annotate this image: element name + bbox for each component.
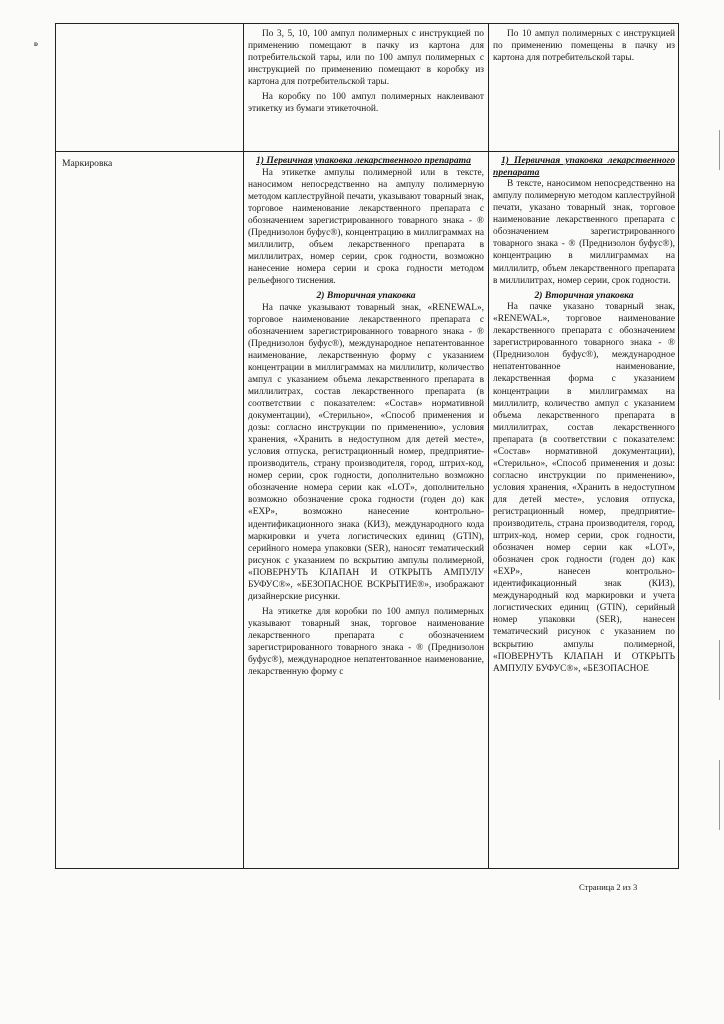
secondary-packaging-text: На пачке указывают товарный знак, «RENEWAL», торговое наименование лекарственного препарата с обозначением зарегистрированного товарного знака - ® (Преднизолон буфус®), международное непатентованное наименование, лекарственную форму с указанием концентрации в миллиграммах на миллилитр, количество ампул с указанием объема лекарственного препарата в миллилитрах, состав лекарственного препарата (в соответствии с показателем: «Состав» нормативной документации), «Стерильно», «Способ применения и дозы: согласно инструкции по применению», условия хранения, «Хранить в недоступном для детей месте», условия отпуска, регистрационный номер, предприятие-производитель, страну производителя, город, штрих-код, номер серии, срок годности, дополнительно возможно обозначение номера серии как «LOT», дополнительно возможно обозначение срока годности (годен до) как «EXP», возможно нанесение контрольно-идентификационного знака (КИЗ), международного кода маркировки и учета логистических единиц (GTIN), серийного номера упаковки (SER), наносят тематический рисунок с указанием по вскрытию ампулы полимерной, «ПОВЕРНУТЬ КЛАПАН И ОТКРЫТЬ АМПУЛУ БУФУС®», «БЕЗОПАСНОЕ ВСКРЫТИЕ®», изображают дизайнерские рисунки. — [248, 302, 484, 602]
marking-cell-mid — [248, 153, 484, 868]
marking-label: Маркировка — [62, 158, 113, 169]
box-label-text: На этикетке для коробки по 100 ампул полимерных указывают товарный знак, торговое наименование лекарственного препарата с обозначением зарегистрированного товарного знака - ® (Преднизолон буфус®), международное непатентованное наименование, лекарственную форму с — [248, 606, 484, 678]
scan-edge-mark — [719, 640, 720, 700]
scan-edge-mark — [719, 130, 720, 170]
packaging-mid-p1: По 3, 5, 10, 100 ампул полимерных с инструкцией по применению помещают в пачку из картона для потребительской тары, или по 100 ампул полимерных с инструкцией по применению помещают в коробку из картона для потребительской тары. — [248, 29, 484, 88]
scan-edge-mark — [719, 760, 720, 830]
primary-packaging-text-right: В тексте, наносимом непосредственно на ампулу полимерную методом каплеструйной печати, указано товарный знак, торговое наименование лекарственного препарата с обозначением зарегистрированного товарного знака - ® (Преднизолон буфус®), концентрацию в миллиграммах на миллилитр, объем лекарственного препарата в миллилитрах, номер серии, срок годности. — [493, 179, 675, 286]
marking-cell-right — [493, 153, 675, 868]
specification-table — [55, 23, 679, 869]
page-number: Страница 2 из 3 — [579, 882, 638, 892]
packaging-cell-mid — [248, 28, 484, 150]
packaging-right-p1: По 10 ампул полимерных с инструкцией по применению помещены в пачку из картона для потребительской тары. — [493, 29, 675, 64]
packaging-cell-right — [493, 28, 675, 150]
primary-packaging-heading: 1) Первичная упаковка лекарственного препарата — [256, 155, 471, 166]
secondary-packaging-heading: 2) Вторичная упаковка — [316, 290, 416, 302]
primary-packaging-text: На этикетке ампулы полимерной или в тексте, наносимом непосредственно на ампулу полимерную методом каплеструйной печати, указывают товарный знак, торговое наименование лекарственного препарата с обозначением зарегистрированного товарного знака - ® (Преднизолон буфус®), концентрацию в миллиграммах на миллилитр, объем лекарственного препарата в миллилитрах, номер серии, срок годности, возможно нанесение номера серии и срока годности методом рельефного тиснения. — [248, 167, 484, 287]
packaging-mid-p2: На коробку по 100 ампул полимерных наклеивают этикетку из бумаги этикеточной. — [248, 92, 484, 115]
row-divider — [56, 151, 678, 152]
secondary-packaging-heading-right: 2) Вторичная упаковка — [534, 289, 634, 301]
secondary-packaging-text-right: На пачке указано товарный знак, «RENEWAL», торговое наименование лекарственного препарата с обозначением зарегистрированного товарного знака - ® (Преднизолон буфус®), международное непатентованное наименование, лекарственная форма с указанием концентрации в миллиграммах на миллилитр, количество ампул с указанием объема лекарственного препарата в миллилитрах, состав лекарственного препарата (в соответствии с показателем: «Состав» нормативной документации), «Стерильно», «Способ применения и дозы: согласно инструкции по применению», условия хранения, «Хранить в недоступном для детей месте», условия отпуска, регистрационный номер, предприятие-производитель, страна производителя, город, штрих-код, номер серии, срок годности, обозначен номер серии как «LOT», обозначен срок годности (годен до) как «EXP», нанесен контрольно-идентификационный знак (КИЗ), международный код маркировки и учета логистических единиц (GTIN), серийный номер упаковки (SER), нанесен тематический рисунок с указанием по вскрытию ампулы полимерной, «ПОВЕРНУТЬ КЛАПАН И ОТКРЫТЬ АМПУЛУ БУФУС®», «БЕЗОПАСНОЕ — [493, 302, 675, 674]
margin-mark: ᴆ — [34, 40, 39, 48]
primary-packaging-heading-right: 1) Первичная упаковка лекарственного препарата — [493, 155, 675, 178]
